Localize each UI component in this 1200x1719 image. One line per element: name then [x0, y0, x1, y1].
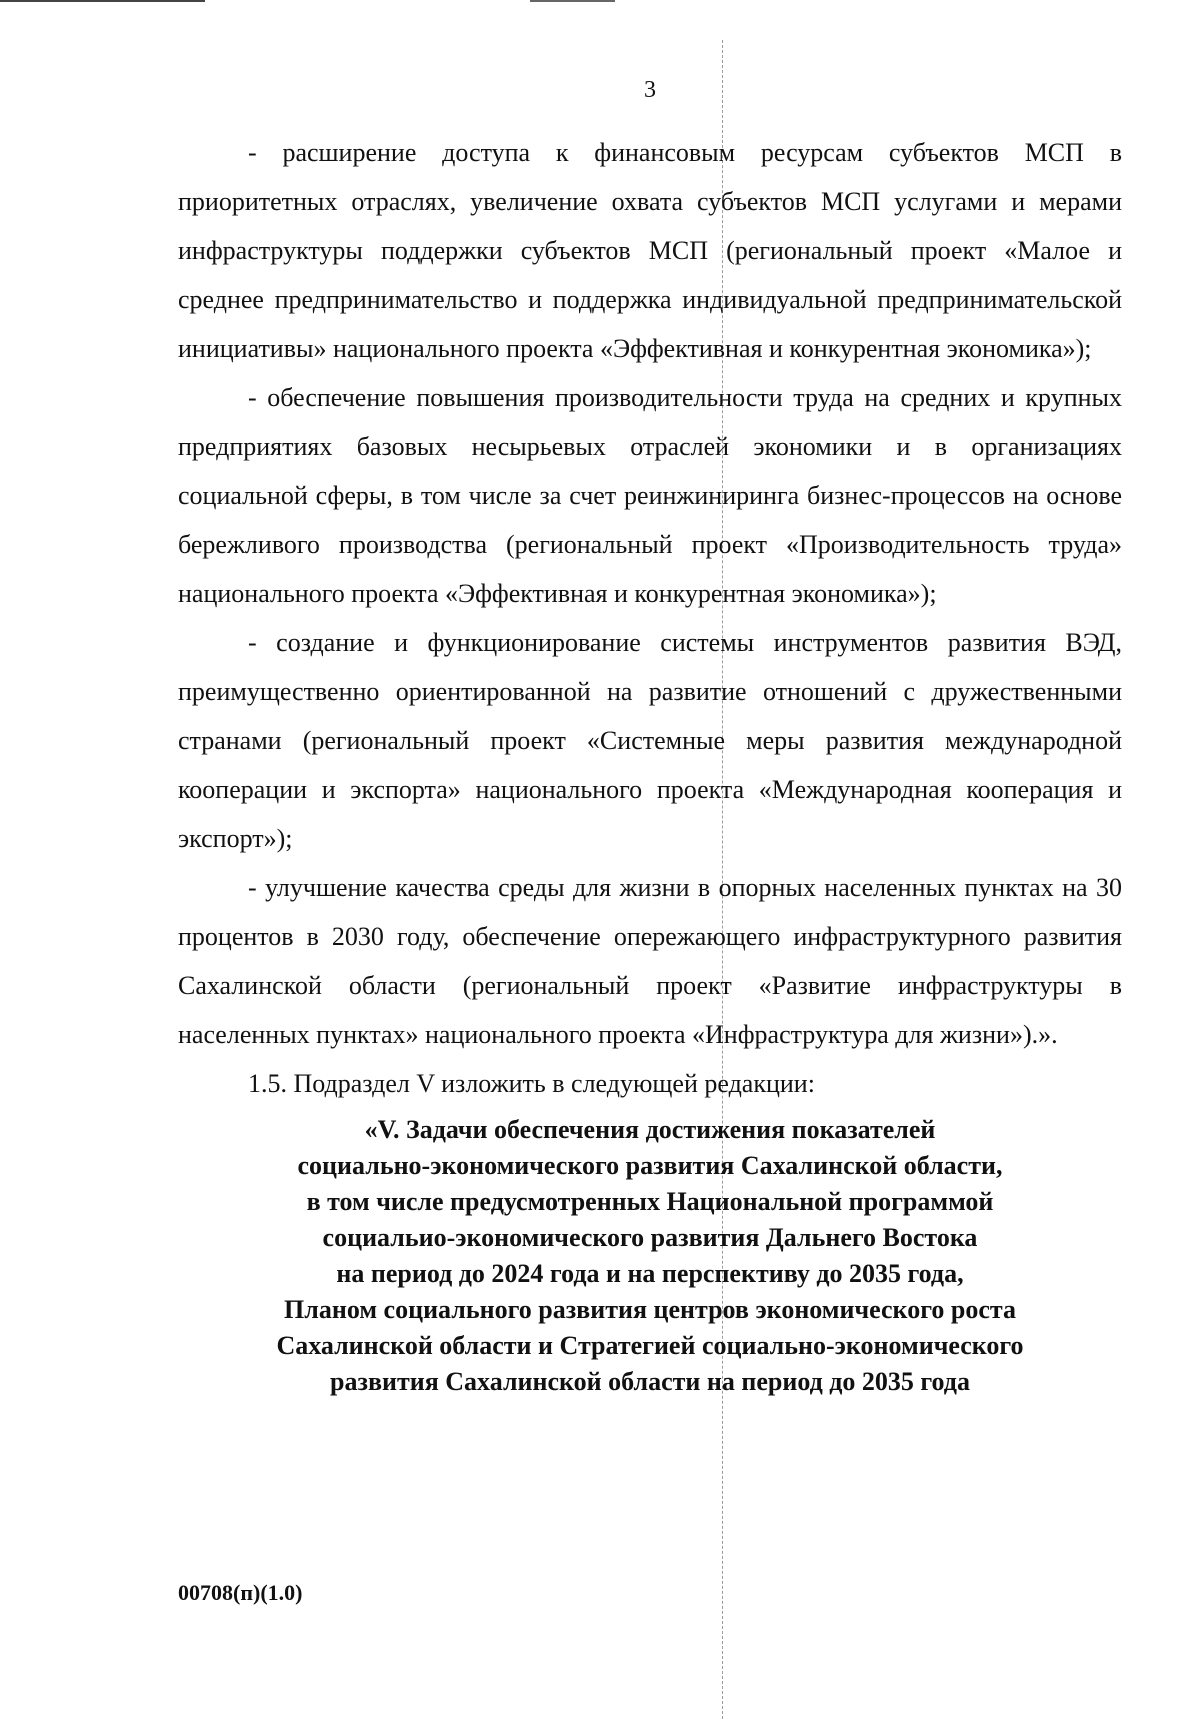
paragraph-subsection-v: 1.5. Подраздел V изложить в следующей редакции:	[248, 1069, 815, 1098]
paragraph-msp-finance: - расширение доступа к финансовым ресурсам субъектов МСП в приоритетных отраслях, увеличение охвата субъектов МСП услугами и мерами инфраструктуры поддержки субъектов МСП (региональный проект «Малое и среднее предпринимательство и поддержка индивидуальной предпринимательской инициативы» национального проекта «Эффективная и конкурентная экономика»);	[178, 138, 1122, 363]
paragraph-foreign-trade: - создание и функционирование системы инструментов развития ВЭД, преимущественно ориентированной на развитие отношений с дружественными странами (региональный проект «Системные меры развития международной кооперации и экспорта» национального проекта «Международная кооперация и экспорт»);	[178, 628, 1122, 853]
heading-line: в том числе предусмотренных Национальной программой	[306, 1187, 994, 1216]
scan-artifact-line	[530, 0, 615, 2]
paragraph-labor-productivity: - обеспечение повышения производительности труда на средних и крупных предприятиях базовых несырьевых отраслей экономики и в организациях социальной сферы, в том числе за счет реинжиниринга бизнес-процессов на основе бережливого производства (региональный проект «Производительность труда» национального проекта «Эффективная и конкурентная экономика»);	[178, 383, 1122, 608]
heading-line: социально-экономического развития Сахалинской области,	[297, 1151, 1003, 1180]
heading-line: Планом социального развития центров экономического роста	[284, 1295, 1016, 1324]
heading-line: «V. Задачи обеспечения достижения показателей	[364, 1115, 936, 1144]
heading-line: социальио-экономического развития Дальнего Востока	[322, 1223, 978, 1252]
heading-line: Сахалинской области и Стратегией социально-экономического	[276, 1331, 1024, 1360]
paragraph-living-environment: - улучшение качества среды для жизни в опорных населенных пунктах на 30 процентов в 2030 году, обеспечение опережающего инфраструктурного развития Сахалинской области (региональный проект «Развитие инфраструктуры в населенных пунктах» национального проекта «Инфраструктура для жизни»).».	[178, 873, 1122, 1049]
document-code: 00708(п)(1.0)	[178, 1580, 303, 1605]
scan-artifact-line	[0, 0, 205, 2]
section-heading	[178, 1112, 1122, 1400]
page-number: 3	[644, 77, 656, 103]
document-body	[178, 128, 1122, 1400]
heading-line: развития Сахалинской области на период до 2035 года	[330, 1367, 970, 1396]
heading-line: на период до 2024 года и на перспективу до 2035 года,	[336, 1259, 964, 1288]
